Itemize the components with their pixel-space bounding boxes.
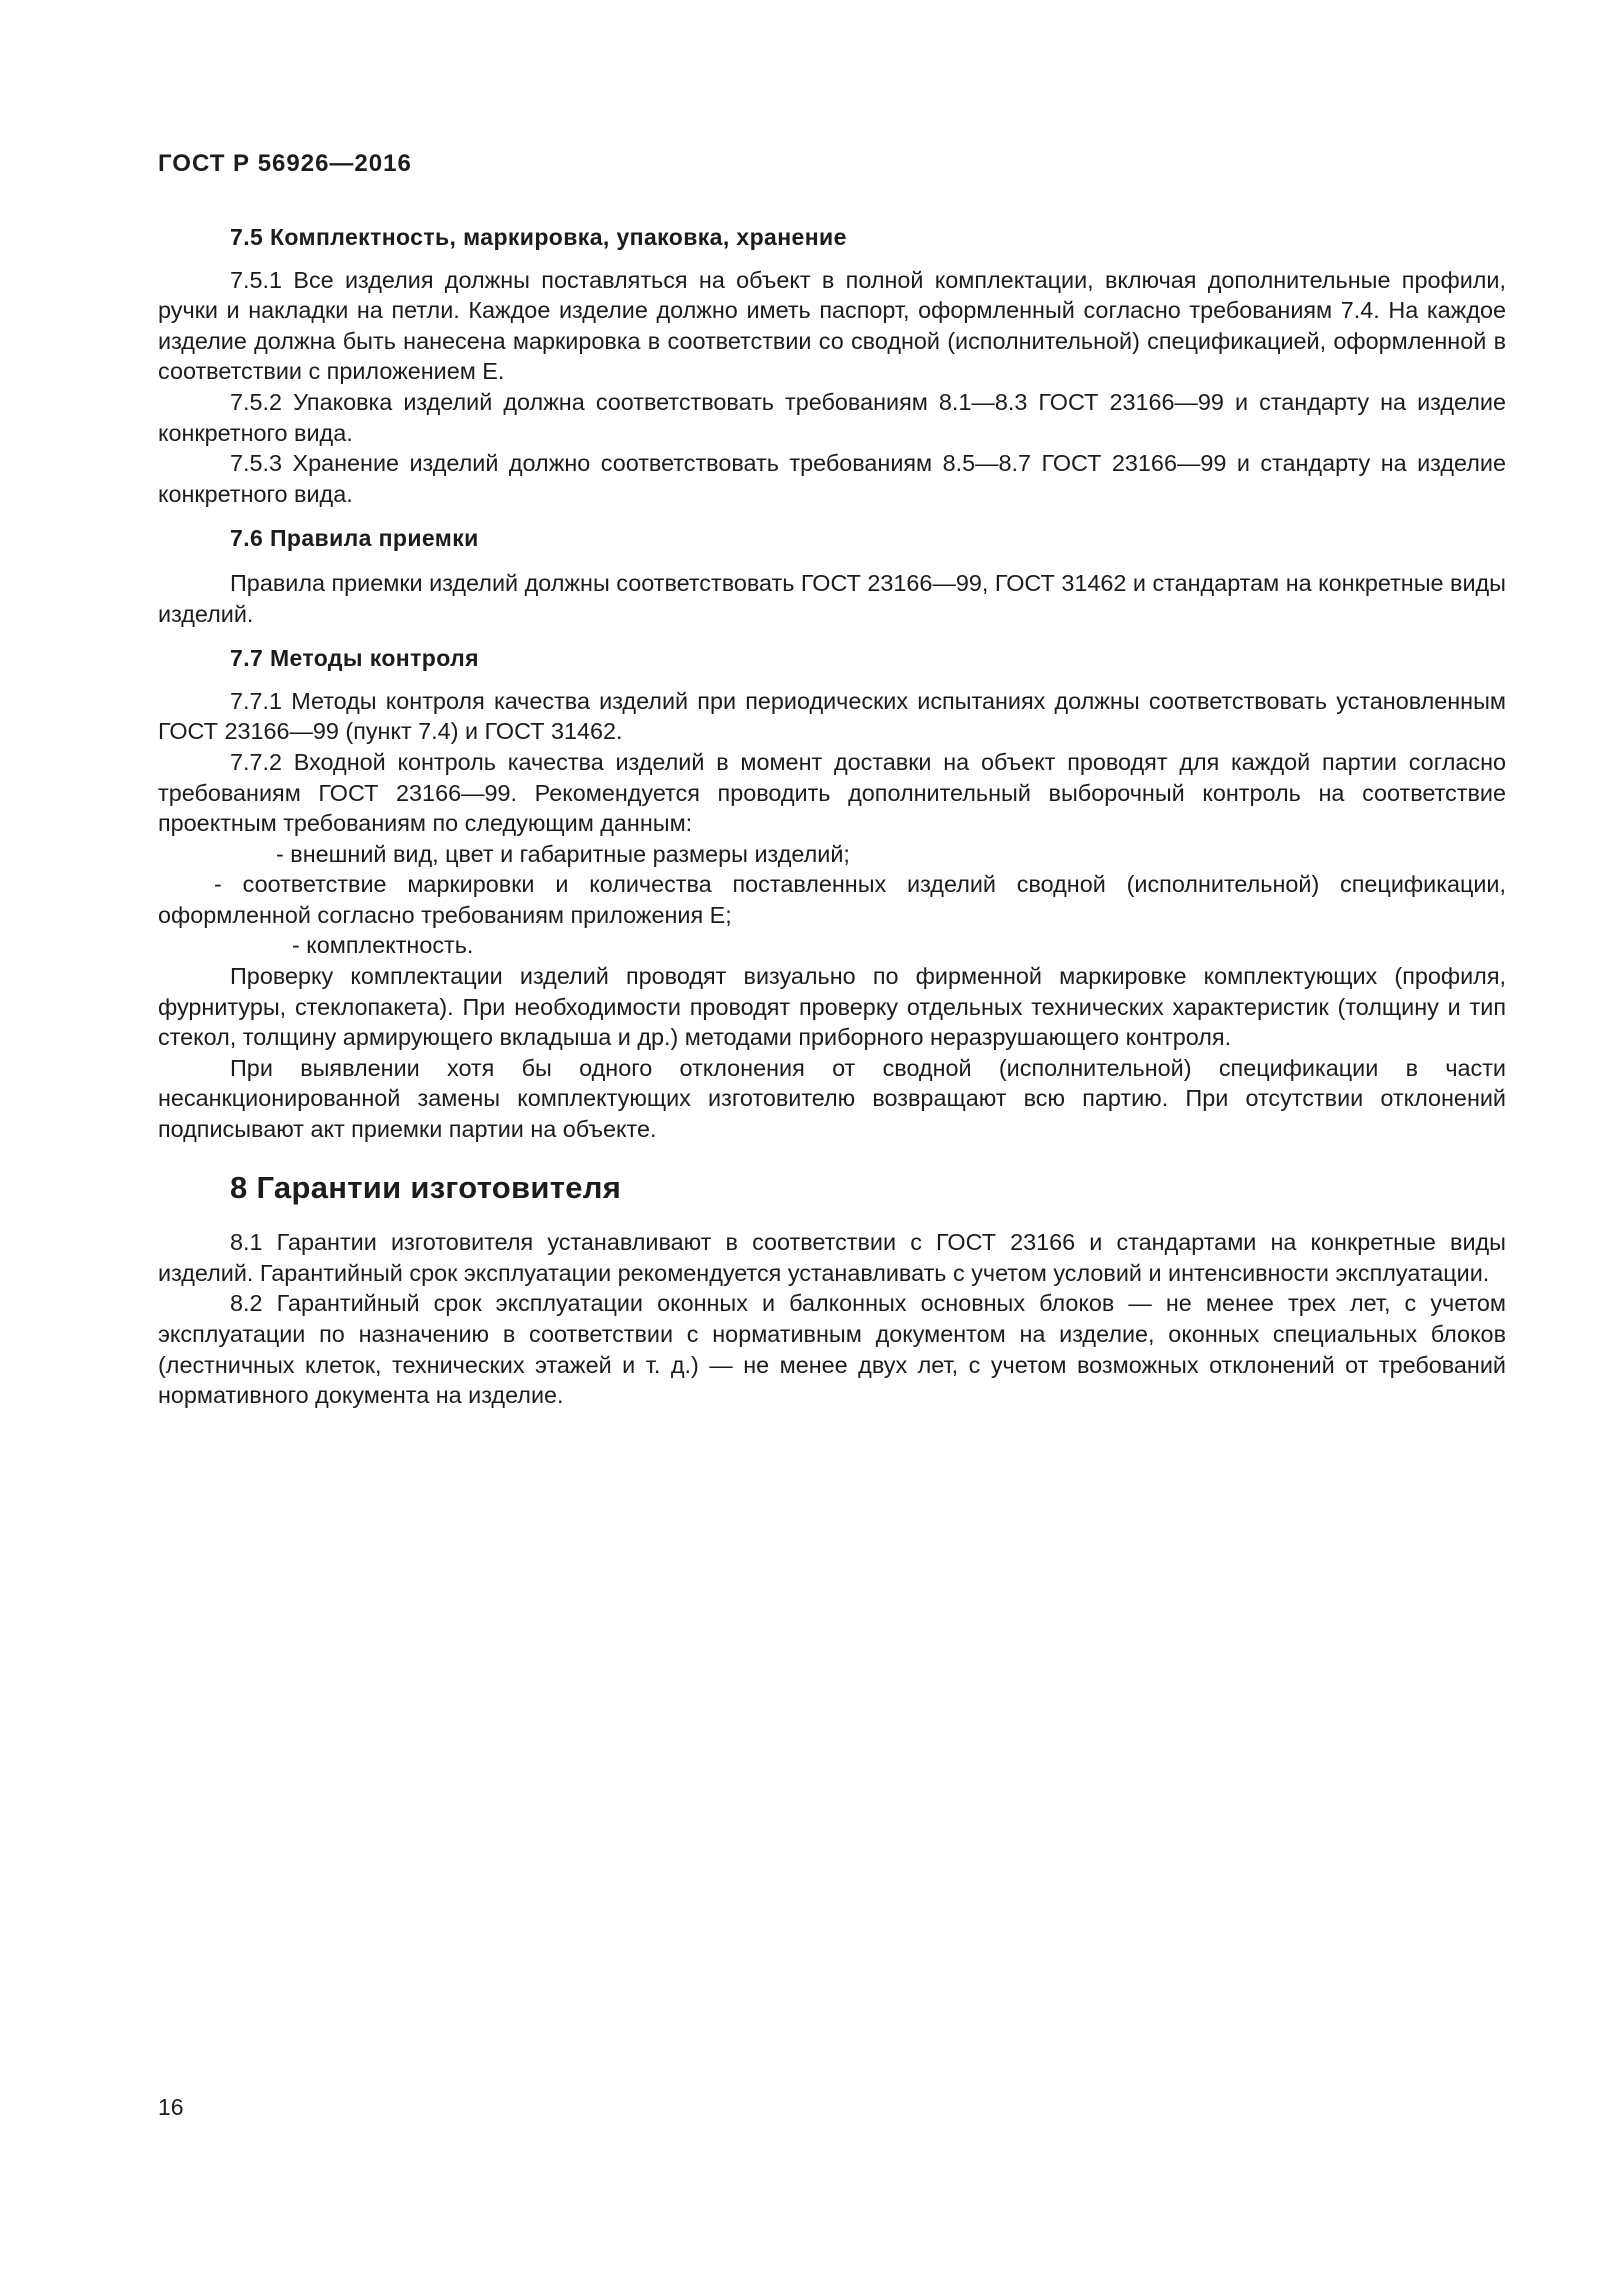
section-8-heading: 8 Гарантии изготовителя: [230, 1169, 622, 1205]
document-body: [158, 222, 1506, 1411]
paragraph-8-1: 8.1 Гарантии изготовителя устанавливают в соответствии с ГОСТ 23166 и стандартами на конкретные виды изделий. Гарантийный срок эксплуатации рекомендуется устанавливать с учетом условий и интенсивности эксплуатации.: [158, 1229, 1506, 1286]
section-7-6-heading: 7.6 Правила приемки: [230, 525, 479, 552]
paragraph-7-7-2-deviation: При выявлении хотя бы одного отклонения от сводной (исполнительной) спецификации в части несанкционированной замены комплектующих изготовителю возвращают всю партию. При отсутствии отклонений подписывают акт приемки партии на объекте.: [158, 1054, 1506, 1143]
page-number: 16: [158, 2094, 184, 2120]
section-7-7-heading: 7.7 Методы контроля: [230, 645, 479, 672]
paragraph-7-7-2-check: Проверку комплектации изделий проводят визуально по фирменной маркировке комплектующих (профиля, фурнитуры, стеклопакета). При необходимости проводят проверку отдельных технических характеристик (толщину и тип стекол, толщину армирующего вкладыша и др.) методами приборного неразрушающего контроля.: [158, 963, 1506, 1051]
paragraph-7-5-1: 7.5.1 Все изделия должны поставляться на объект в полной комплектации, включая дополнительные профили, ручки и накладки на петли. Каждое изделие должно иметь паспорт, оформленный согласно требованиям 7.4. На каждое изделие должна быть нанесена маркировка в соответствии со сводной (исполнительной) спецификацией, оформленной в соответствии с приложением Е.: [158, 266, 1506, 385]
paragraph-7-5-3: 7.5.3 Хранение изделий должно соответствовать требованиям 8.5—8.7 ГОСТ 23166—99 и стандарту на изделие конкретного вида.: [158, 450, 1506, 507]
document-code-header: ГОСТ Р 56926—2016: [158, 150, 412, 177]
paragraph-7-7-2: 7.7.2 Входной контроль качества изделий в момент доставки на объект проводят для каждой партии согласно требованиям ГОСТ 23166—99. Рекомендуется проводить дополнительный выборочный контроль на соответствие проектным требованиям по следующим данным:: [158, 748, 1506, 837]
paragraph-8-2: 8.2 Гарантийный срок эксплуатации оконных и балконных основных блоков — не менее трех лет, с учетом эксплуатации по назначению в соответствии с нормативным документом на изделие, оконных специальных блоков (лестничных клеток, технических этажей и т. д.) — не менее двух лет, с учетом возможных отклонений от требований нормативного документа на изделие.: [158, 1290, 1506, 1409]
paragraph-7-6: Правила приемки изделий должны соответствовать ГОСТ 23166—99, ГОСТ 31462 и стандартам на конкретные виды изделий.: [158, 569, 1506, 627]
paragraph-7-7-1: 7.7.1 Методы контроля качества изделий при периодических испытаниях должны соответствовать установленным ГОСТ 23166—99 (пункт 7.4) и ГОСТ 31462.: [158, 687, 1506, 745]
list-item: - соответствие маркировки и количества поставленных изделий сводной (исполнительной) спецификации, оформленной согласно требованиям приложения Е;: [158, 871, 1506, 928]
list-item: - внешний вид, цвет и габаритные размеры изделий;: [276, 840, 850, 867]
list-item: - комплектность.: [292, 932, 474, 959]
paragraph-7-5-2: 7.5.2 Упаковка изделий должна соответствовать требованиям 8.1—8.3 ГОСТ 23166—99 и стандарту на изделие конкретного вида.: [158, 388, 1506, 446]
section-7-5-heading: 7.5 Комплектность, маркировка, упаковка, хранение: [230, 224, 847, 250]
